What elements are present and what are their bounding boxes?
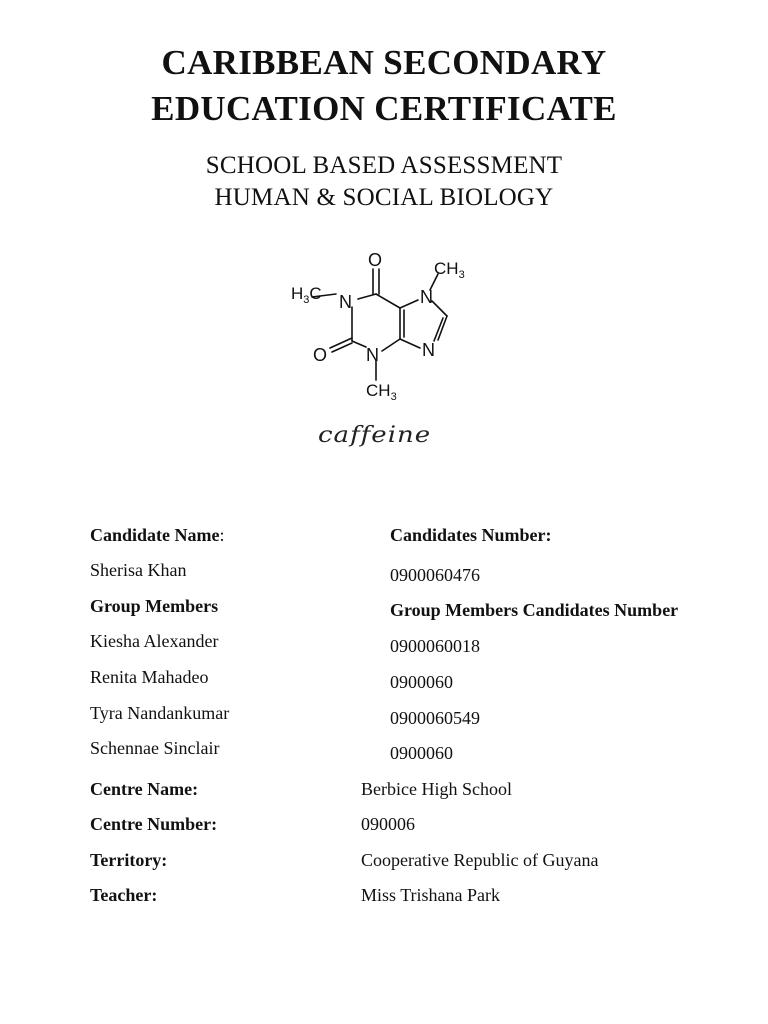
atom-o-left: O [313, 345, 328, 365]
candidate-number-value: 0900060476 [390, 565, 480, 585]
title-line-1: CARIBBEAN SECONDARY [161, 43, 607, 82]
group-member-number: 0900060018 [390, 636, 480, 656]
atom-n9: N [422, 340, 435, 360]
atom-n7: N [420, 287, 433, 307]
ch3-bottom-label: $CH_3$ [366, 381, 397, 403]
group-member-name: Tyra Nandankumar [90, 703, 230, 723]
group-member-name: Schennae Sinclair [90, 738, 220, 758]
candidate-name-label: Candidate Name: [90, 525, 225, 545]
teacher-label: Teacher: [90, 885, 158, 905]
centre-name-label: Centre Name: [90, 779, 199, 799]
h3c-methyl-label: $H_3C$ [291, 284, 322, 306]
atom-n3: N [366, 345, 379, 365]
group-member-number: 0900060 [390, 672, 453, 692]
caffeine-structure-diagram [278, 244, 478, 404]
territory-value: Cooperative Republic of Guyana [361, 850, 599, 870]
group-member-name: Renita Mahadeo [90, 667, 209, 687]
centre-name-value: Berbice High School [361, 779, 512, 799]
centre-number-label: Centre Number: [90, 814, 218, 834]
group-member-name: Kiesha Alexander [90, 631, 219, 651]
ch3-top-label: $CH_3$ [434, 259, 465, 281]
molecule-bonds [312, 269, 447, 380]
group-member-number: 0900060 [390, 743, 453, 763]
caffeine-script-label: caffeine [318, 422, 432, 448]
group-members-label: Group Members [90, 596, 219, 616]
group-numbers-label: Group Members Candidates Number [390, 600, 679, 620]
candidates-number-label: Candidates Number: [390, 525, 552, 545]
atom-o-top: O [368, 250, 383, 270]
title-line-2: EDUCATION CERTIFICATE [151, 89, 617, 128]
territory-label: Territory: [90, 850, 168, 870]
group-member-number: 0900060549 [390, 708, 480, 728]
atom-n1: N [339, 292, 352, 312]
subtitle-line-1: SCHOOL BASED ASSESSMENT [205, 152, 563, 179]
teacher-value: Miss Trishana Park [361, 885, 501, 905]
centre-number-value: 090006 [361, 814, 415, 834]
candidate-name-value: Sherisa Khan [90, 560, 187, 580]
subtitle-line-2: HUMAN & SOCIAL BIOLOGY [214, 184, 554, 211]
